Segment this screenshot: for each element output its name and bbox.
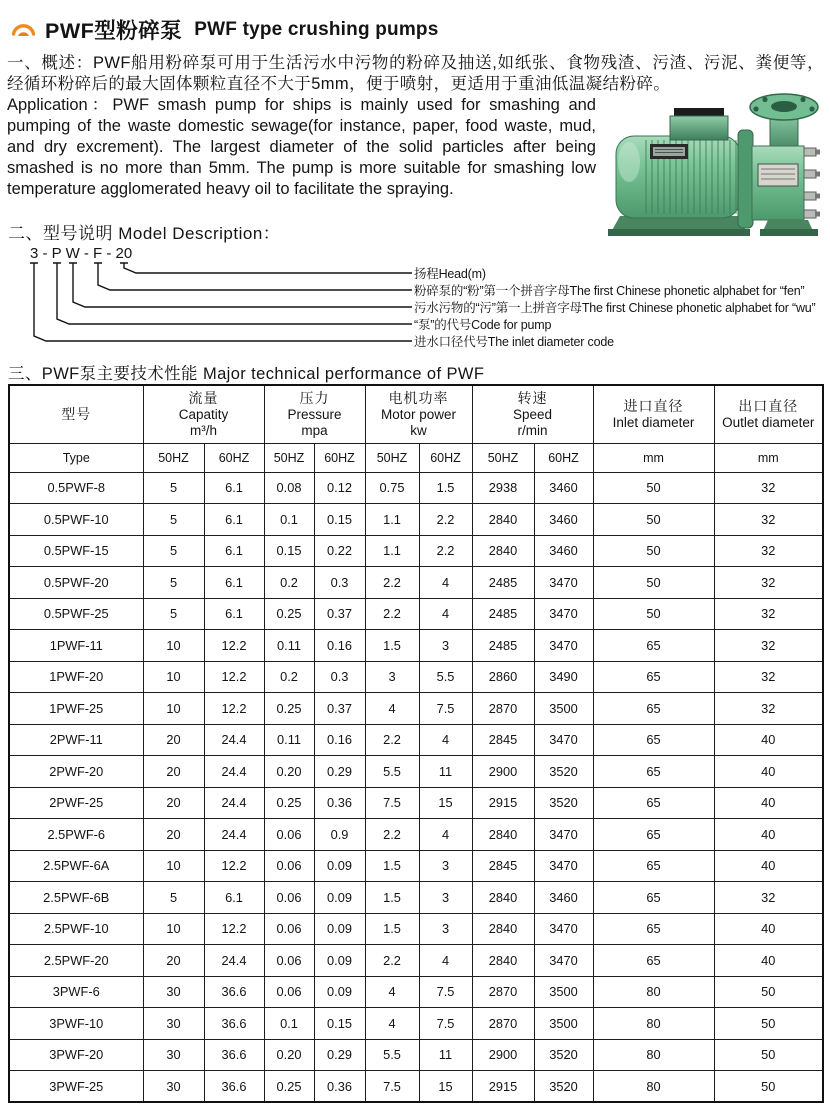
value-cell: 1.5 xyxy=(365,913,419,945)
value-cell: 2870 xyxy=(472,1008,534,1040)
diagram-label: 扬程Head(m) xyxy=(414,267,486,281)
value-cell: 2845 xyxy=(472,724,534,756)
value-cell: 1.1 xyxy=(365,504,419,536)
value-cell: 80 xyxy=(593,1008,714,1040)
value-cell: 0.06 xyxy=(264,913,314,945)
value-cell: 2915 xyxy=(472,787,534,819)
value-cell: 2.2 xyxy=(365,724,419,756)
value-cell: 3 xyxy=(419,913,472,945)
value-cell: 30 xyxy=(143,976,204,1008)
value-cell: 24.4 xyxy=(204,945,264,977)
value-cell: 0.1 xyxy=(264,504,314,536)
header-text: Outlet diameter xyxy=(722,414,815,430)
spec-row xyxy=(9,535,823,567)
model-cell: 1PWF-20 xyxy=(9,661,143,693)
value-cell: 5 xyxy=(143,472,204,504)
value-cell: 3460 xyxy=(534,504,593,536)
value-cell: 4 xyxy=(365,693,419,725)
value-cell: 1.5 xyxy=(365,630,419,662)
value-cell: 7.5 xyxy=(419,693,472,725)
value-cell: 0.2 xyxy=(264,661,314,693)
value-cell: 36.6 xyxy=(204,976,264,1008)
model-cell: 1PWF-11 xyxy=(9,630,143,662)
spec-row xyxy=(9,1071,823,1103)
value-cell: 50 xyxy=(714,1071,823,1103)
value-cell: 4 xyxy=(365,1008,419,1040)
value-cell: 3470 xyxy=(534,819,593,851)
value-cell: 20 xyxy=(143,945,204,977)
value-cell: 12.2 xyxy=(204,661,264,693)
model-cell: 1PWF-25 xyxy=(9,693,143,725)
value-cell: 2.2 xyxy=(419,504,472,536)
value-cell: 3470 xyxy=(534,913,593,945)
value-cell: 0.11 xyxy=(264,630,314,662)
value-cell: 0.20 xyxy=(264,1039,314,1071)
header-group-cell xyxy=(714,385,823,443)
value-cell: 0.2 xyxy=(264,567,314,599)
model-cell: 2PWF-20 xyxy=(9,756,143,788)
value-cell: 0.25 xyxy=(264,1071,314,1103)
spec-row xyxy=(9,756,823,788)
spec-table-heading: 三、PWF泵主要技术性能 Major technical performance of PWF xyxy=(8,365,485,383)
spec-row xyxy=(9,504,823,536)
value-cell: 50 xyxy=(593,535,714,567)
value-cell: 30 xyxy=(143,1008,204,1040)
value-cell: 0.25 xyxy=(264,598,314,630)
value-cell: 2.2 xyxy=(419,535,472,567)
value-cell: 24.4 xyxy=(204,724,264,756)
value-cell: 20 xyxy=(143,787,204,819)
value-cell: 32 xyxy=(714,598,823,630)
page-title-en: PWF type crushing pumps xyxy=(194,18,439,40)
header-text: Pressure xyxy=(287,406,342,422)
value-cell: 0.09 xyxy=(314,850,365,882)
header-text: kw xyxy=(410,422,427,438)
value-cell: 3470 xyxy=(534,850,593,882)
value-cell: 32 xyxy=(714,567,823,599)
page-title-zh: PWF型粉碎泵 xyxy=(45,19,183,43)
value-cell: 50 xyxy=(714,976,823,1008)
value-cell: 3470 xyxy=(534,724,593,756)
header-text: mpa xyxy=(301,422,328,438)
value-cell: 3500 xyxy=(534,1008,593,1040)
value-cell: 40 xyxy=(714,945,823,977)
value-cell: 50 xyxy=(714,1008,823,1040)
value-cell: 32 xyxy=(714,472,823,504)
value-cell: 0.29 xyxy=(314,756,365,788)
value-cell: 2485 xyxy=(472,567,534,599)
value-cell: 3460 xyxy=(534,882,593,914)
value-cell: 24.4 xyxy=(204,787,264,819)
diagram-label: 污水污物的“污”第一上拼音字母The first Chinese phonetic alphabet for “wu” xyxy=(414,301,816,315)
value-cell: 0.06 xyxy=(264,819,314,851)
value-cell: 3520 xyxy=(534,787,593,819)
value-cell: 0.3 xyxy=(314,567,365,599)
model-cell: 0.5PWF-20 xyxy=(9,567,143,599)
value-cell: 3500 xyxy=(534,976,593,1008)
model-cell: 2.5PWF-20 xyxy=(9,945,143,977)
header-group-cell xyxy=(593,385,714,443)
value-cell: 10 xyxy=(143,630,204,662)
header-text: 压力 xyxy=(299,389,330,406)
value-cell: 11 xyxy=(419,756,472,788)
value-cell: 1.5 xyxy=(365,850,419,882)
value-cell: 0.11 xyxy=(264,724,314,756)
spec-row xyxy=(9,693,823,725)
value-cell: 65 xyxy=(593,819,714,851)
value-cell: 0.22 xyxy=(314,535,365,567)
value-cell: 2840 xyxy=(472,535,534,567)
value-cell: 12.2 xyxy=(204,693,264,725)
value-cell: 5 xyxy=(143,504,204,536)
page-header xyxy=(10,14,439,45)
value-cell: 0.36 xyxy=(314,1071,365,1103)
value-cell: 0.25 xyxy=(264,693,314,725)
header-text: m³/h xyxy=(190,422,217,438)
model-heading: 二、型号说明 Model Description： xyxy=(8,224,281,243)
value-cell: 50 xyxy=(593,504,714,536)
header-group-cell xyxy=(264,385,365,443)
model-cell: 2PWF-25 xyxy=(9,787,143,819)
value-cell: 0.3 xyxy=(314,661,365,693)
value-cell: 6.1 xyxy=(204,472,264,504)
value-cell: 36.6 xyxy=(204,1071,264,1103)
value-cell: 50 xyxy=(593,472,714,504)
value-cell: 40 xyxy=(714,787,823,819)
value-cell: 80 xyxy=(593,1039,714,1071)
header-text: 转速 xyxy=(517,389,548,406)
subheader-cell: 50HZ xyxy=(143,443,204,472)
model-cell: 0.5PWF-10 xyxy=(9,504,143,536)
header-text: Inlet diameter xyxy=(612,414,695,430)
value-cell: 12.2 xyxy=(204,913,264,945)
value-cell: 3470 xyxy=(534,567,593,599)
value-cell: 2900 xyxy=(472,756,534,788)
header-group-cell xyxy=(365,385,472,443)
value-cell: 0.9 xyxy=(314,819,365,851)
value-cell: 65 xyxy=(593,630,714,662)
value-cell: 40 xyxy=(714,756,823,788)
value-cell: 2845 xyxy=(472,850,534,882)
model-cell: 0.5PWF-8 xyxy=(9,472,143,504)
value-cell: 10 xyxy=(143,661,204,693)
value-cell: 7.5 xyxy=(365,787,419,819)
value-cell: 0.1 xyxy=(264,1008,314,1040)
value-cell: 32 xyxy=(714,661,823,693)
value-cell: 40 xyxy=(714,850,823,882)
value-cell: 32 xyxy=(714,630,823,662)
spec-row xyxy=(9,472,823,504)
value-cell: 0.15 xyxy=(264,535,314,567)
subheader-cell: 60HZ xyxy=(204,443,264,472)
value-cell: 40 xyxy=(714,724,823,756)
value-cell: 3 xyxy=(365,661,419,693)
value-cell: 65 xyxy=(593,756,714,788)
value-cell: 20 xyxy=(143,819,204,851)
value-cell: 11 xyxy=(419,1039,472,1071)
value-cell: 20 xyxy=(143,724,204,756)
value-cell: 65 xyxy=(593,693,714,725)
spec-row xyxy=(9,1039,823,1071)
model-cell: 2.5PWF-6B xyxy=(9,882,143,914)
value-cell: 12.2 xyxy=(204,630,264,662)
value-cell: 2938 xyxy=(472,472,534,504)
value-cell: 0.16 xyxy=(314,724,365,756)
value-cell: 6.1 xyxy=(204,504,264,536)
value-cell: 5 xyxy=(143,598,204,630)
value-cell: 2840 xyxy=(472,913,534,945)
header-text: Motor power xyxy=(380,406,457,422)
model-code-text: 3 - P W - F - 20 xyxy=(30,246,133,262)
value-cell: 0.15 xyxy=(314,1008,365,1040)
value-cell: 3460 xyxy=(534,472,593,504)
value-cell: 7.5 xyxy=(419,976,472,1008)
value-cell: 3520 xyxy=(534,1039,593,1071)
value-cell: 65 xyxy=(593,724,714,756)
value-cell: 2840 xyxy=(472,882,534,914)
subheader-cell: Type xyxy=(9,443,143,472)
value-cell: 0.20 xyxy=(264,756,314,788)
spec-row xyxy=(9,945,823,977)
spec-row xyxy=(9,913,823,945)
overview-zh-text: 一、概述：PWF船用粉碎泵可用于生活污水中污物的粉碎及抽送,如纸张、食物残渣、污渣、污泥、粪便等，经循环粉碎后的最大固体颗粒直径不大于5mm，便于喷射，更适用于重油低温凝结粉碎。 xyxy=(7,54,824,93)
value-cell: 65 xyxy=(593,661,714,693)
value-cell: 30 xyxy=(143,1071,204,1103)
header-group-row xyxy=(9,385,823,443)
overview-en-text: Application：PWF smash pump for ships is mainly used for smashing and pumping of the waste domestic sewage(for instance, paper, food waste, mud, and dry excrement). The largest diameter of the solid particles after being smashed is no more than 5mm. The pump is more suitable for smashing low temperature agglomerated heavy oil to facilitate the spraying. xyxy=(7,96,596,198)
value-cell: 2840 xyxy=(472,819,534,851)
header-text: 型号 xyxy=(61,405,92,422)
value-cell: 15 xyxy=(419,1071,472,1103)
diagram-label: 进水口径代号The inlet diameter code xyxy=(414,335,614,349)
value-cell: 3460 xyxy=(534,535,593,567)
value-cell: 7.5 xyxy=(419,1008,472,1040)
value-cell: 3 xyxy=(419,850,472,882)
value-cell: 3520 xyxy=(534,1071,593,1103)
value-cell: 0.25 xyxy=(264,787,314,819)
spec-row xyxy=(9,787,823,819)
value-cell: 5 xyxy=(143,567,204,599)
diagram-connector-lines xyxy=(30,263,412,341)
pump-photo xyxy=(600,90,824,242)
value-cell: 65 xyxy=(593,787,714,819)
value-cell: 24.4 xyxy=(204,819,264,851)
spec-row xyxy=(9,976,823,1008)
header-text: 流量 xyxy=(188,389,219,406)
value-cell: 2.2 xyxy=(365,819,419,851)
spec-row xyxy=(9,661,823,693)
value-cell: 1.5 xyxy=(365,882,419,914)
model-cell: 2PWF-11 xyxy=(9,724,143,756)
spec-row xyxy=(9,724,823,756)
value-cell: 32 xyxy=(714,693,823,725)
value-cell: 2900 xyxy=(472,1039,534,1071)
value-cell: 24.4 xyxy=(204,756,264,788)
subheader-cell: 50HZ xyxy=(264,443,314,472)
value-cell: 50 xyxy=(593,598,714,630)
value-cell: 7.5 xyxy=(365,1071,419,1103)
value-cell: 2870 xyxy=(472,693,534,725)
value-cell: 2840 xyxy=(472,945,534,977)
spec-row xyxy=(9,819,823,851)
value-cell: 0.09 xyxy=(314,945,365,977)
value-cell: 2485 xyxy=(472,630,534,662)
value-cell: 80 xyxy=(593,1071,714,1103)
value-cell: 5.5 xyxy=(365,1039,419,1071)
value-cell: 5 xyxy=(143,535,204,567)
value-cell: 1.5 xyxy=(419,472,472,504)
value-cell: 40 xyxy=(714,913,823,945)
spec-row xyxy=(9,630,823,662)
value-cell: 0.09 xyxy=(314,913,365,945)
spec-table-body xyxy=(9,472,823,1102)
spec-table-head xyxy=(9,385,823,472)
header-text: 电机功率 xyxy=(388,389,449,406)
value-cell: 0.37 xyxy=(314,598,365,630)
model-cell: 3PWF-6 xyxy=(9,976,143,1008)
value-cell: 32 xyxy=(714,535,823,567)
subheader-cell: 60HZ xyxy=(534,443,593,472)
brand-arc-icon xyxy=(10,19,37,40)
model-cell: 3PWF-25 xyxy=(9,1071,143,1103)
value-cell: 2840 xyxy=(472,504,534,536)
value-cell: 2860 xyxy=(472,661,534,693)
diagram-label: “泵”的代号Code for pump xyxy=(414,318,552,332)
value-cell: 80 xyxy=(593,976,714,1008)
value-cell: 0.09 xyxy=(314,976,365,1008)
value-cell: 2.2 xyxy=(365,598,419,630)
value-cell: 0.06 xyxy=(264,976,314,1008)
value-cell: 0.29 xyxy=(314,1039,365,1071)
header-text: Speed xyxy=(512,406,553,422)
model-cell: 2.5PWF-6A xyxy=(9,850,143,882)
value-cell: 15 xyxy=(419,787,472,819)
subheader-cell: 60HZ xyxy=(419,443,472,472)
spec-row xyxy=(9,882,823,914)
value-cell: 6.1 xyxy=(204,535,264,567)
value-cell: 3490 xyxy=(534,661,593,693)
value-cell: 4 xyxy=(419,945,472,977)
spec-row xyxy=(9,1008,823,1040)
value-cell: 6.1 xyxy=(204,882,264,914)
header-text: 出口直径 xyxy=(738,397,799,414)
value-cell: 36.6 xyxy=(204,1008,264,1040)
value-cell: 30 xyxy=(143,1039,204,1071)
value-cell: 32 xyxy=(714,504,823,536)
value-cell: 0.06 xyxy=(264,850,314,882)
model-cell: 0.5PWF-25 xyxy=(9,598,143,630)
value-cell: 3520 xyxy=(534,756,593,788)
subheader-cell: mm xyxy=(593,443,714,472)
value-cell: 5.5 xyxy=(419,661,472,693)
value-cell: 2915 xyxy=(472,1071,534,1103)
header-sub-row xyxy=(9,443,823,472)
value-cell: 20 xyxy=(143,756,204,788)
spec-row xyxy=(9,567,823,599)
header-group-cell xyxy=(9,385,143,443)
subheader-cell: mm xyxy=(714,443,823,472)
value-cell: 65 xyxy=(593,913,714,945)
model-cell: 2.5PWF-6 xyxy=(9,819,143,851)
value-cell: 0.36 xyxy=(314,787,365,819)
value-cell: 4 xyxy=(419,819,472,851)
value-cell: 6.1 xyxy=(204,567,264,599)
spec-table xyxy=(8,384,824,1103)
model-code-diagram xyxy=(30,246,414,348)
value-cell: 4 xyxy=(419,598,472,630)
value-cell: 65 xyxy=(593,882,714,914)
subheader-cell: 50HZ xyxy=(365,443,419,472)
value-cell: 40 xyxy=(714,819,823,851)
model-cell: 3PWF-10 xyxy=(9,1008,143,1040)
value-cell: 3470 xyxy=(534,630,593,662)
value-cell: 0.37 xyxy=(314,693,365,725)
spec-row xyxy=(9,598,823,630)
value-cell: 5.5 xyxy=(365,756,419,788)
value-cell: 2.2 xyxy=(365,945,419,977)
value-cell: 4 xyxy=(419,567,472,599)
value-cell: 2.2 xyxy=(365,567,419,599)
diagram-label: 粉碎泵的“粉”第一个拼音字母The first Chinese phonetic alphabet for “fen” xyxy=(414,284,805,298)
header-group-cell xyxy=(143,385,264,443)
header-group-cell xyxy=(472,385,593,443)
value-cell: 0.16 xyxy=(314,630,365,662)
model-cell: 3PWF-20 xyxy=(9,1039,143,1071)
pump-plugs xyxy=(804,148,820,218)
model-cell: 2.5PWF-10 xyxy=(9,913,143,945)
value-cell: 65 xyxy=(593,945,714,977)
value-cell: 2870 xyxy=(472,976,534,1008)
value-cell: 36.6 xyxy=(204,1039,264,1071)
value-cell: 0.08 xyxy=(264,472,314,504)
value-cell: 6.1 xyxy=(204,598,264,630)
model-cell: 0.5PWF-15 xyxy=(9,535,143,567)
value-cell: 50 xyxy=(714,1039,823,1071)
header-text: Capatity xyxy=(178,406,229,422)
value-cell: 0.09 xyxy=(314,882,365,914)
value-cell: 0.15 xyxy=(314,504,365,536)
value-cell: 2485 xyxy=(472,598,534,630)
value-cell: 4 xyxy=(365,976,419,1008)
value-cell: 4 xyxy=(419,724,472,756)
value-cell: 0.06 xyxy=(264,882,314,914)
value-cell: 0.75 xyxy=(365,472,419,504)
value-cell: 1.1 xyxy=(365,535,419,567)
value-cell: 3 xyxy=(419,882,472,914)
subheader-cell: 60HZ xyxy=(314,443,365,472)
value-cell: 0.12 xyxy=(314,472,365,504)
header-text: r/min xyxy=(517,422,548,438)
value-cell: 12.2 xyxy=(204,850,264,882)
header-text: 进口直径 xyxy=(623,397,684,414)
subheader-cell: 50HZ xyxy=(472,443,534,472)
value-cell: 0.06 xyxy=(264,945,314,977)
value-cell: 10 xyxy=(143,693,204,725)
pump-nameplate xyxy=(758,164,798,186)
value-cell: 50 xyxy=(593,567,714,599)
value-cell: 65 xyxy=(593,850,714,882)
value-cell: 3500 xyxy=(534,693,593,725)
value-cell: 3470 xyxy=(534,598,593,630)
value-cell: 3470 xyxy=(534,945,593,977)
value-cell: 3 xyxy=(419,630,472,662)
value-cell: 10 xyxy=(143,913,204,945)
spec-row xyxy=(9,850,823,882)
value-cell: 32 xyxy=(714,882,823,914)
value-cell: 5 xyxy=(143,882,204,914)
value-cell: 10 xyxy=(143,850,204,882)
